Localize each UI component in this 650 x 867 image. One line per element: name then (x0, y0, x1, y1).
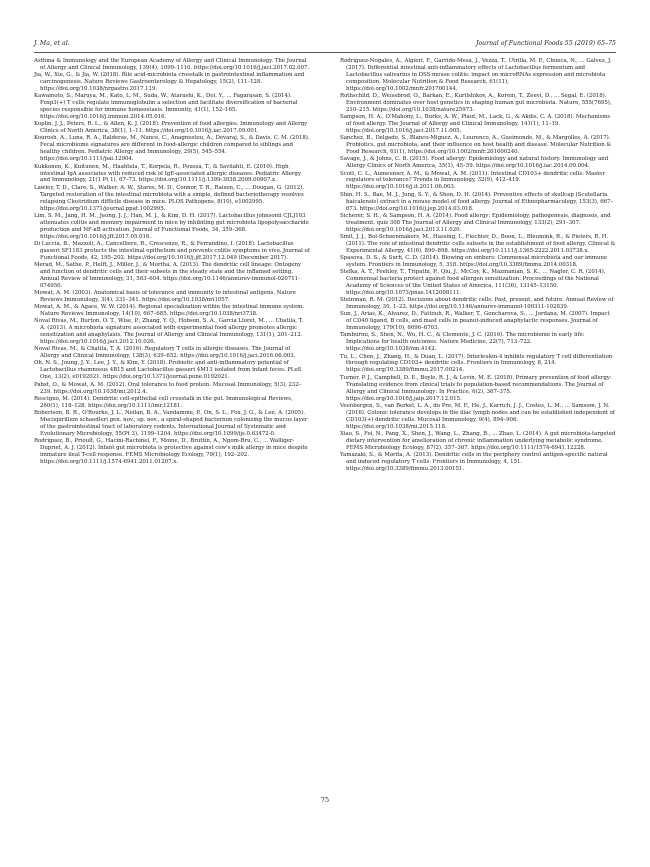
reference-entry: Lim, S. M., Jang, H. M., Jeong, J. J., Han, M. J., & Kim, D. H. (2017). Lactobacillus johnsonii CJLJ103 attenuates colitis and memory impairment in mice by inhibiting gut microbiota lipopolysaccharide production and NF-κB activation. Journal of Functional Foods, 34, 359–368. https://doi.org/10.1016/j.jff.2017.05.016. (34, 212, 309, 240)
header-rule (34, 52, 616, 53)
reference-entry: Noval Rivas, M., & Chatila, T. A. (2016). Regulatory T cells in allergic diseases. The Journal of Allergy and Clinical Immunology, 138(3), 639–652. https://doi.org/10.1016/j.jaci.2016.06.003. (34, 346, 296, 360)
reference-entry: Rodriguez-Nogales, A., Algieri, F., Garrido-Mesa, J., Vezza, T., Utrilla, M. P., Chueca, N., ... Galvez, J. (2017). Differential intestinal anti-inflammatory effects of Lactobacillus fermentum and Lactobacillus salivarius in DSS mouse colitis: impact on microRNAs expression and microbiota composition. Molecular Nutrition & Food Research, 61(11), https://doi.org/10.1002/mnfr.201700144. (340, 58, 612, 92)
reference-entry: Rodriguez, B., Prioult, G., Hacini-Rachinel, F., Moine, D., Bruttin, A., Ngom-Bru, C., ... Walliger-Dupriet, A. J. (2012). Infant gut microbiota is protective against cow's milk allergy in mice despite immature ileal T-cell response. FEMS Microbiology Ecology, 79(1), 192–202. https://doi.org/10.1111/j.1574-6941.2011.01207.x. (34, 437, 308, 465)
page-number: 75 (320, 796, 330, 804)
reference-entry: Veenbergen, S., van Berkel, L. A., du Pre, M. F., He, J., Karrich, J. J., Costes, L. M., ... Samsom, J. N. (2016). Colonic tolerance develops in the iliac lymph nodes and can be established independent of CD103(+) dendritic cells. Mucosal Immunology, 9(4), 894–906. https://doi.org/10.1038/mi.2015.118. (340, 402, 615, 430)
reference-entry: Stefka, A. T., Feehley, T., Tripathi, P., Qiu, J., McCoy, K., Mazmanian, S. K., ... Nagler, C. R. (2014). Commensal bacteria protect against food allergen sensitization. Proceedings of the National Academy of Sciences of the United States of America, 111(36), 13145–13150. https://doi.org/10.1073/pnas.1412008111. (340, 269, 606, 296)
reference-entry: Savage, J., & Johns, C. B. (2015). Food allergy: Epidemiology and natural history. Immunology and Allergy Clinics of North America, 35(1), 45–59. https://doi.org/10.1016/j.iac.2014.09.004. (340, 156, 609, 170)
reference-entry: Merad, M., Sathe, P., Helft, J., Miller, J., & Mortha, A. (2013). The dendritic cell lineage: Ontogeny and function of dendritic cells and their subsets in the steady state and the inflamed setting. Annual Review of Immunology, 31, 563–604. https://doi.org/10.1146/annurev-immunol-020711-074950. (34, 261, 301, 289)
header-journal-citation: Journal of Functional Foods 55 (2019) 65–75 (475, 40, 616, 47)
reference-entry: Smit, J. J., Bol-Schoenmakers, M., Hassing, I., Fiechter, D., Boon, L., Bleumink, R., & Pieters, R. H. (2011). The role of intestinal dendritic cells subsets in the establishment of food allergy. Clinical & Experimental Allergy, 41(6), 890–898. https://doi.org/10.1111/j.1365-2222.2011.03738.x. (340, 233, 616, 254)
reference-entry: Shin, H. S., Bae, M. J., Jung, S. Y., & Shon, D. H. (2014). Preventive effects of skullcap (Scutellaria baicalensis) extract in a mouse model of food allergy. Journal of Ethnopharmacology, 153(3), 667–673. https://doi.org/10.1016/j.jep.2014.03.018. (340, 191, 614, 212)
reference-entry: Mowat, A. M., & Agace, W. W. (2014). Regional specialization within the intestinal immune system. Nature Reviews Immunology, 14(10), 667–685. https://doi.org/10.1038/nri3738. (34, 304, 305, 318)
reference-entry: Xiao, S., Fei, N., Pang, X., Shen, J., Wang, L., Zhang, B., ... Zhao, L. (2014). A gut microbiota-targeted dietary intervention for amelioration of chronic inflammation underlying metabolic syndrome. FEMS Microbiology Ecology, 87(2), 357–367. https://doi.org/10.1111/1574-6941.12228. (340, 430, 616, 451)
reference-entry: Kawamoto, S., Maruya, M., Kato, L. M., Suda, W., Atarashi, K., Doi, Y., ... Fagarasan, S. (2014). Foxp3(+) T cells regulate immunoglobulin a selection and facilitate diversification of bacterial species responsible for immune homeostasis. Immunity, 41(1), 152–165. https://doi.org/10.1016/j.immuni.2014.05.016. (34, 93, 298, 121)
reference-entry: Oh, N. S., Joung, J. Y., Lee, J. Y., & Kim, Y. (2018). Probiotic and anti-inflammatory potential of Lactobacillus rhamnosus 4B15 and Lactobacillus gasseri 4M13 isolated from infant feces. PLoS One, 13(2), e0192021. https://doi.org/10.1371/journal.pone.0192021. (34, 360, 302, 381)
reference-entry: Sampson, H. A., O'Mahony, L., Burks, A. W., Plaut, M., Lack, G., & Akdis, C. A. (2018). Mechanisms of food allergy. The Journal of Allergy and Clinical Immunology, 141(1), 11–19. https://doi.org/10.1016/j.jaci.2017.11.005. (340, 114, 611, 135)
reference-entry: Rescigno, M. (2014). Dendritic cell-epithelial cell crosstalk in the gut. Immunological Reviews, 260(1), 118–128. https://doi.org/10.1111/imr.12181. (34, 395, 293, 409)
reference-entry: Rothschild, D., Weissbrod, O., Barkan, E., Kurilshikov, A., Korem, T., Zeevi, D., ... Segal, E. (2018). Environment dominates over host genetics in shaping human gut microbiota. Nature, 555(7695), 210–215. https://doi.org/10.1038/nature25973. (340, 93, 612, 113)
reference-entry: Lawley, T. D., Clare, S., Walker, A. W., Stares, M. D., Connor, T. R., Raisen, C., ... Dougan, G. (2012). Targeted restoration of the intestinal microbiota with a simple, defined bacteriotherapy resolves relapsing Clostridium difficile disease in mice. PLOS Pathogens, 8(10), e1002995. https://doi.org/10.1371/journal.ppat.1002995. (34, 184, 304, 212)
reference-entry: Sun, J., Arias, K., Alvarez, D., Fattouh, R., Walker, T., Goncharova, S., ... Jordana, M. (2007). Impact of CD40 ligand, B cells, and mast cells in peanut-induced anaphylactic responses. Journal of Immunology, 179(10), 6696–6703. (340, 311, 610, 332)
reference-entry: Sicherer, S. H., & Sampson, H. A. (2014). Food allergy: Epidemiology, pathogenesis, diagnosis, and treatment. quiz 308 The Journal of Allergy and Clinical Immunology, 133(2), 291–307. https://doi.org/10.1016/j.jaci.2013.11.020. (340, 212, 611, 233)
references-left-column (34, 58, 310, 466)
reference-entry: Sanchez, B., Delgado, S., Blanco-Miguez, A., Lourenco, A., Gueimonde, M., & Margolles, A. (2017). Probiotics, gut microbiota, and their influence on host health and disease. Molecular Nutrition & Food Research, 61(1), https://doi.org/10.1002/mnfr.201600240. (340, 135, 612, 156)
header-authors: J. Ma, et al. (34, 40, 70, 47)
reference-entry: Noval Rivas, M., Burton, O. T., Wise, P., Zhang, Y. Q., Hobson, S. A., Garcia Lloret, M., ... Chatila, T. A. (2013). A microbiota signature associated with experimental food allergy promotes allergic sensitization and anaphylaxis. The Journal of Allergy and Clinical Immunology, 131(1), 201–212. https://doi.org/10.1016/j.jaci.2012.10.026. (34, 318, 304, 346)
reference-entry: Scott, C. L., Aumeunier, A. M., & Mowat, A. M. (2011). Intestinal CD103+ dendritic cells: Master regulators of tolerance? Trends in Immunology, 32(9), 412–419. https://doi.org/10.1016/j.it.2011.06.003. (340, 170, 606, 191)
reference-entry: Kukkonen, K., Kuitunen, M., Haahtela, T., Korpela, R., Poussa, T., & Savilahti, E. (2010). High intestinal IgA associates with reduced risk of IgE-associated allergic diseases. Pediatric Allergy and Immunology, 21(1 Pt 1), 67–73. https://doi.org/10.1111/j.1399-3038.2009.00907.x. (34, 163, 301, 184)
running-header (34, 40, 616, 52)
reference-entry: Tu, L., Chen, J., Zhang, H., & Duan, L. (2017). Interleukin-4 inhibits regulatory T cell differentiation through regulating CD103+ dendritic cells. Frontiers in Immunology, 8, 214. https://doi.org/10.3389/fimmu.2017.00214. (340, 353, 613, 374)
reference-entry: Turner, P. J., Campbell, D. E., Boyle, R. J., & Levin, M. E. (2018). Primary prevention of food allergy: Translating evidence from clinical trials to population-based recommendations. The Journal of Allergy and Clinical Immunology: In Practice, 6(2), 367–375. https://doi.org/10.1016/j.jaip.2017.12.015. (340, 374, 612, 402)
reference-entry: Spasova, D. S., & Surh, C. D. (2014). Blowing on embers: Commensal microbiota and our immune system. Frontiers in Immunology, 5, 318. https://doi.org/10.3389/fimmu.2014.00318. (340, 254, 608, 268)
reference-entry: Di Luccia, B., Mazzoli, A., Cancelliere, R., Crescenzo, R., & Ferrandino, I. (2018). Lactobacillus gasseri SF1183 protects the intestinal epithelium and prevents colitis symptoms in vivo. Journal of Functional Foods, 42, 195–202. https://doi.org/10.1016/j.jff.2017.12.049 (December 2017). (34, 240, 310, 261)
reference-entry: Robertson, B. R., O'Rourke, J. L., Neilan, B. A., Vandamme, P., On, S. L., Fox, J. G., & Lee, A. (2005). Mucispirillum schaedleri gen. nov., sp. nov., a spiral-shaped bacterium colonizing the mucus layer of the gastrointestinal tract of laboratory rodents. International Journal of Systematic and Evolutionary Microbiology, 55(Pt 3), 1199–1204. https://doi.org/10.1099/ijs.0.63472-0. (34, 409, 308, 437)
reference-entry: Jia, W., Xie, G., & Jia, W. (2018). Bile acid-microbiota crosstalk in gastrointestinal inflammation and carcinogenesis. Nature Reviews Gastroenterology & Hepatology, 15(2), 111–128. https://doi.org/10.1038/nrgastro.2017.119. (34, 72, 305, 93)
reference-entry: Mowat, A. M. (2003). Anatomical basis of tolerance and immunity to intestinal antigens. Nature Reviews Immunology, 3(4), 331–341. https://doi.org/10.1038/nri1057. (34, 289, 296, 303)
reference-entry: Tamburini, S., Shen, N., Wu, H. C., & Clemente, J. C. (2016). The microbiome in early life: Implications for health outcomes. Nature Medicine, 22(7), 713–722. https://doi.org/10.1038/nm.4142. (340, 332, 585, 353)
reference-entry: Steinman, R. M. (2012). Decisions about dendritic cells: Past, present, and future. Annual Review of Immunology, 30, 1–22. https://doi.org/10.1146/annurev-immunol-100311-102839. (340, 297, 614, 311)
reference-entry: Asthma & Immunology and the European Academy of Allergy and Clinical Immunology. The Journal of Allergy and Clinical Immunology, 139(4), 1099–1110. https://doi.org/10.1016/j.jaci.2017.02.007. (34, 58, 310, 71)
references-right-column (340, 58, 616, 473)
reference-entry: Koplin, J. J., Peters, R. L., & Allen, K. J. (2018). Prevention of food allergies. Immunology and Allergy Clinics of North America, 38(1), 1–11. https://doi.org/10.1016/j.iac.2017.09.001. (34, 121, 308, 135)
reference-entry: Kourosh, A., Luna, R. A., Balderas, M., Nance, C., Anagnostou, A., Devaraj, S., & Davis, C. M. (2018). Fecal microbiome signatures are different in food-allergic children compared to siblings and healthy children. Pediatric Allergy and Immunology, 29(5), 545–554. https://doi.org/10.1111/pai.12904. (34, 135, 310, 163)
reference-entry: Yamazaki, S., & Morita, A. (2013). Dendritic cells in the periphery control antigen-specific natural and induced regulatory T cells. Frontiers in Immunology, 4, 151. https://doi.org/10.3389/fimmu.2013.00151. (340, 451, 608, 472)
reference-entry: Pabst, O., & Mowat, A. M. (2012). Oral tolerance to food protein. Mucosal Immunology, 5(3), 232–239. https://doi.org/10.1038/mi.2012.4. (34, 381, 302, 395)
